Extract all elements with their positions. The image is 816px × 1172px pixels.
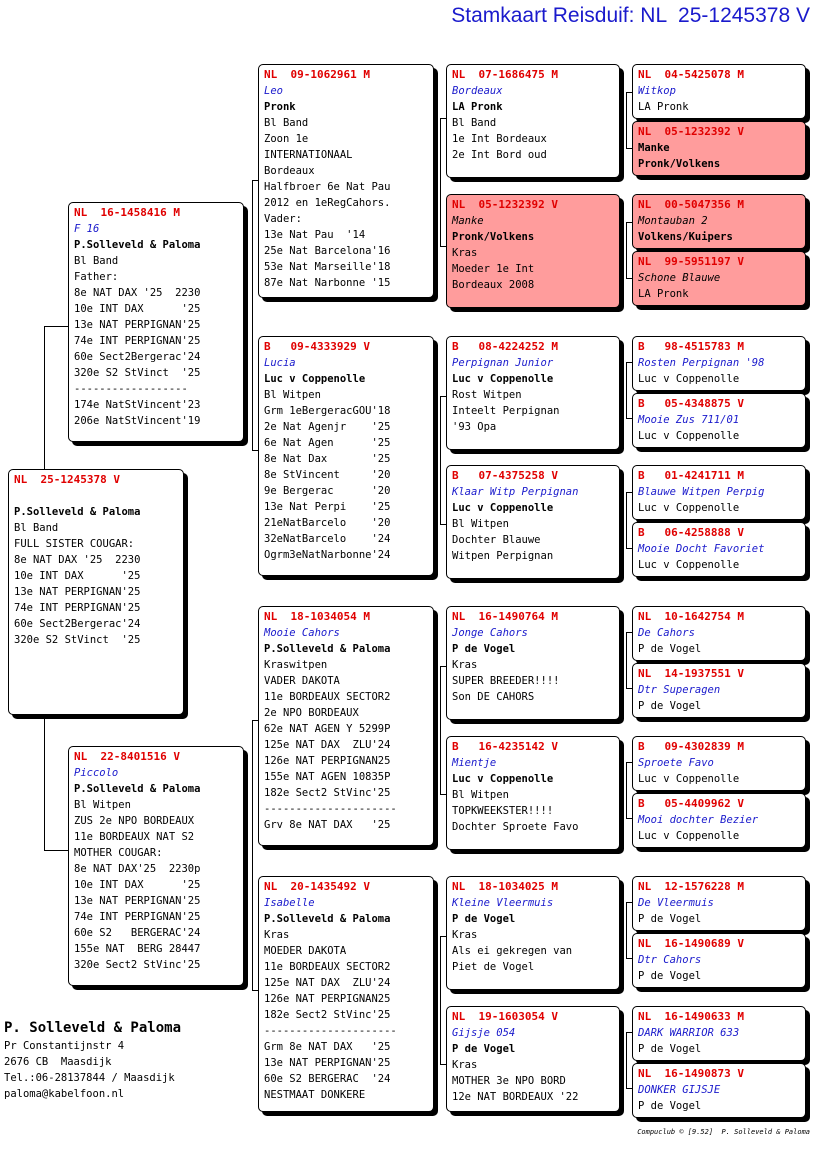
detail-line: Als ei gekregen van (452, 945, 573, 957)
owner-name: P de Vogel (638, 970, 702, 982)
pigeon-name: Dtr Cahors (638, 954, 702, 966)
ring-number: NL 09-1062961 M (264, 68, 370, 81)
owner-name: P.Solleveld & Paloma (74, 783, 201, 795)
ring-number: NL 12-1576228 M (638, 880, 744, 893)
detail-line: Rost Witpen (452, 389, 522, 401)
connector (626, 902, 627, 958)
owner-name: P de Vogel (638, 1043, 702, 1055)
detail-line: Kras (452, 659, 478, 671)
detail-line: Grm 8e NAT DAX '25 (264, 1041, 391, 1053)
pedigree-card-ancestor[interactable] (632, 736, 806, 791)
connector (626, 1032, 627, 1088)
detail-line: 10e INT DAX '25 (74, 303, 201, 315)
detail-line: Grm 1eBergeracGOU'18 (264, 405, 391, 417)
detail-line: 11e BORDEAUX NAT S2 (74, 831, 195, 843)
owner-name: Luc v Coppenolle (638, 430, 740, 442)
owner-name: P de Vogel (452, 913, 516, 925)
ring-number: B 01-4241711 M (638, 469, 744, 482)
connector (626, 362, 627, 418)
ring-number: NL 14-1937551 V (638, 667, 744, 680)
detail-line: VADER DAKOTA (264, 675, 340, 687)
ring-number: NL 04-5425078 M (638, 68, 744, 81)
ring-number: B 05-4348875 V (638, 397, 744, 410)
pigeon-name: Montauban 2 (638, 215, 708, 227)
pigeon-name: Manke (638, 142, 670, 154)
detail-line: 8e NAT DAX '25 2230 (74, 287, 201, 299)
owner-name: P.Solleveld & Paloma (14, 506, 141, 518)
detail-line: 2e Int Bord oud (452, 149, 547, 161)
pigeon-name: Blauwe Witpen Perpig (638, 486, 765, 498)
detail-line: 53e Nat Marseille'18 (264, 261, 391, 273)
ring-number: NL 16-1490873 V (638, 1067, 744, 1080)
connector (440, 666, 441, 794)
detail-line: 13e NAT PERPIGNAN'25 (14, 586, 141, 598)
detail-line: 13e NAT PERPIGNAN'25 (264, 1057, 391, 1069)
pedigree-card-ancestor[interactable] (632, 393, 806, 448)
pigeon-name: Mooi dochter Bezier (638, 814, 759, 826)
detail-line: --------------------- (264, 803, 397, 815)
detail-line: 8e Nat Dax '25 (264, 453, 391, 465)
owner-name: P.Solleveld & Paloma (74, 239, 201, 251)
pedigree-card-great-grandparent[interactable] (446, 876, 620, 990)
detail-line: '93 Opa (452, 421, 497, 433)
pigeon-name: DARK WARRIOR 633 (638, 1027, 740, 1039)
detail-line: TOPKWEEKSTER!!!! (452, 805, 554, 817)
ring-number: NL 07-1686475 M (452, 68, 558, 81)
ring-number: NL 25-1245378 V (14, 473, 120, 486)
detail-line: Bl Band (14, 522, 59, 534)
detail-line: 206e NatStVincent'19 (74, 415, 201, 427)
pedigree-card-grandparent[interactable] (258, 606, 434, 846)
detail-line: 320e Sect2 StVinc'25 (74, 959, 201, 971)
detail-line: 125e NAT DAX ZLU'24 (264, 977, 391, 989)
detail-line: Moeder 1e Int (452, 263, 535, 275)
pigeon-name: Sproete Favo (638, 757, 714, 769)
ring-number: B 07-4375258 V (452, 469, 558, 482)
detail-line: Zoon 1e (264, 133, 309, 145)
detail-line: 13e Nat Pau '14 (264, 229, 366, 241)
pedigree-card-ancestor[interactable] (632, 1063, 806, 1118)
page-title: Stamkaart Reisduif: NL 25-1245378 V (451, 4, 810, 27)
detail-line: NESTMAAT DONKERE (264, 1089, 366, 1101)
pigeon-name: Perpignan Junior (452, 357, 554, 369)
detail-line: 126e NAT PERPIGNAN25 (264, 993, 391, 1005)
detail-line: Dochter Blauwe (452, 534, 541, 546)
detail-line: Dochter Sproete Favo (452, 821, 579, 833)
detail-line: 155e NAT AGEN 10835P (264, 771, 391, 783)
ring-number: NL 18-1034025 M (452, 880, 558, 893)
detail-line: Ogrm3eNatNarbonne'24 (264, 549, 391, 561)
detail-line: --------------------- (264, 1025, 397, 1037)
pedigree-card-subject[interactable] (8, 469, 184, 715)
detail-line: Bl Witpen (264, 389, 321, 401)
detail-line: MOEDER DAKOTA (264, 945, 347, 957)
pedigree-card-great-grandparent[interactable] (446, 1006, 620, 1112)
pedigree-card-ancestor[interactable] (632, 793, 806, 848)
pigeon-name: F 16 (74, 223, 100, 235)
owner-name: P de Vogel (638, 643, 702, 655)
pedigree-card-ancestor[interactable] (632, 522, 806, 577)
owner-name: P de Vogel (452, 1043, 516, 1055)
detail-line: Kraswitpen (264, 659, 328, 671)
detail-line: Vader: (264, 213, 302, 225)
breeder-email[interactable]: paloma@kabelfoon.nl (4, 1088, 125, 1100)
pigeon-name: Dtr Superagen (638, 684, 721, 696)
detail-line: 8e NAT DAX'25 2230p (74, 863, 201, 875)
detail-line: Kras (452, 929, 478, 941)
breeder-address: Pr Constantijnstr 4 (4, 1040, 125, 1052)
pedigree-card-great-grandparent[interactable] (446, 736, 620, 850)
pedigree-card-great-grandparent[interactable] (446, 465, 620, 579)
owner-name: Luc v Coppenolle (452, 373, 554, 385)
pedigree-card-ancestor[interactable] (632, 606, 806, 661)
pedigree-card-ancestor[interactable] (632, 194, 806, 249)
detail-line: 8e StVincent '20 (264, 469, 391, 481)
pigeon-name (14, 488, 178, 504)
detail-line: Bl Band (264, 117, 309, 129)
ring-number: NL 22-8401516 V (74, 750, 180, 763)
connector (252, 720, 253, 990)
detail-line: MOTHER COUGAR: (74, 847, 163, 859)
detail-line: Kras (452, 247, 478, 259)
ring-number: B 98-4515783 M (638, 340, 744, 353)
owner-name: Pronk/Volkens (452, 231, 535, 243)
connector (626, 92, 627, 148)
detail-line: FULL SISTER COUGAR: (14, 538, 135, 550)
owner-name: Luc v Coppenolle (638, 830, 740, 842)
detail-line: 60e Sect2Bergerac'24 (14, 618, 141, 630)
detail-line: 2012 en 1eRegCahors. (264, 197, 391, 209)
ring-number: NL 00-5047356 M (638, 198, 744, 211)
detail-line: 60e Sect2Bergerac'24 (74, 351, 201, 363)
connector (626, 222, 627, 278)
detail-line: 9e Bergerac '20 (264, 485, 391, 497)
detail-line: 87e Nat Narbonne '15 (264, 277, 391, 289)
connector (252, 180, 253, 450)
pedigree-card-grandparent[interactable] (258, 64, 434, 298)
pedigree-card-ancestor[interactable] (632, 876, 806, 931)
detail-line: Inteelt Perpignan (452, 405, 560, 417)
pigeon-name: Bordeaux (452, 85, 503, 97)
connector (626, 492, 627, 548)
breeder-phone: Tel.:06-28137844 / Maasdijk (4, 1072, 175, 1084)
detail-line: 12e NAT BORDEAUX '22 (452, 1091, 579, 1103)
detail-line: 126e NAT PERPIGNAN25 (264, 755, 391, 767)
detail-line: Kras (264, 929, 290, 941)
detail-line: 125e NAT DAX ZLU'24 (264, 739, 391, 751)
pedigree-card-ancestor[interactable] (632, 1006, 806, 1061)
ring-number: NL 19-1603054 V (452, 1010, 558, 1023)
pigeon-name: Mooie Cahors (264, 627, 340, 639)
detail-line: 2e Nat Agenjr '25 (264, 421, 391, 433)
detail-line: 74e INT PERPIGNAN'25 (14, 602, 141, 614)
detail-line: 13e NAT PERPIGNAN'25 (74, 319, 201, 331)
detail-line: 155e NAT BERG 28447 (74, 943, 201, 955)
detail-line: SUPER BREEDER!!!! (452, 675, 560, 687)
pedigree-card-ancestor[interactable] (632, 663, 806, 718)
ring-number: NL 99-5951197 V (638, 255, 744, 268)
detail-line: 60e S2 BERGERAC '24 (264, 1073, 391, 1085)
ring-number: NL 18-1034054 M (264, 610, 370, 623)
ring-number: B 16-4235142 V (452, 740, 558, 753)
pedigree-card-ancestor[interactable] (632, 933, 806, 988)
detail-line: Bordeaux 2008 (452, 279, 535, 291)
pigeon-name: Mientje (452, 757, 497, 769)
owner-name: P de Vogel (638, 700, 702, 712)
pigeon-name: Witkop (638, 85, 676, 97)
detail-line: 320e S2 StVinct '25 (74, 367, 201, 379)
pedigree-card-great-grandparent[interactable] (446, 64, 620, 178)
footer-credit: Compuclub © [9.52] P. Solleveld & Paloma (637, 1128, 810, 1136)
owner-name: P de Vogel (452, 643, 516, 655)
connector (44, 326, 45, 469)
pedigree-card-ancestor[interactable] (632, 121, 806, 176)
detail-line: Father: (74, 271, 119, 283)
owner-name: LA Pronk (638, 288, 689, 300)
detail-line: INTERNATIONAAL (264, 149, 353, 161)
pigeon-name: Isabelle (264, 897, 315, 909)
ring-number: NL 05-1232392 V (452, 198, 558, 211)
detail-line: 13e NAT PERPIGNAN'25 (74, 895, 201, 907)
pedigree-card-ancestor[interactable] (632, 336, 806, 391)
detail-line: 6e Nat Agen '25 (264, 437, 391, 449)
detail-line: Grv 8e NAT DAX '25 (264, 819, 391, 831)
detail-line: 8e NAT DAX '25 2230 (14, 554, 141, 566)
detail-line: Kras (452, 1059, 478, 1071)
detail-line: 174e NatStVincent'23 (74, 399, 201, 411)
owner-name: Pronk (264, 101, 296, 113)
breeder-info (4, 1018, 181, 1102)
pedigree-card-grandparent[interactable] (258, 336, 434, 576)
owner-name: Luc v Coppenolle (638, 502, 740, 514)
pedigree-card-great-grandparent[interactable] (446, 606, 620, 720)
detail-line: 2e NPO BORDEAUX (264, 707, 359, 719)
detail-line: 21eNatBarcelo '20 (264, 517, 391, 529)
ring-number: B 09-4333929 V (264, 340, 370, 353)
detail-line: 13e Nat Perpi '25 (264, 501, 391, 513)
owner-name: Luc v Coppenolle (264, 373, 366, 385)
ring-number: NL 16-1490689 V (638, 937, 744, 950)
pigeon-name: Leo (264, 85, 283, 97)
breeder-city: 2676 CB Maasdijk (4, 1056, 112, 1068)
pigeon-name: Schone Blauwe (638, 272, 721, 284)
pigeon-name: Lucia (264, 357, 296, 369)
detail-line: Bl Witpen (452, 518, 509, 530)
owner-name: Luc v Coppenolle (638, 559, 740, 571)
owner-name: Pronk/Volkens (638, 158, 721, 170)
ring-number: NL 20-1435492 V (264, 880, 370, 893)
detail-line: 320e S2 StVinct '25 (14, 634, 141, 646)
connector (440, 118, 441, 246)
detail-line: 25e Nat Barcelona'16 (264, 245, 391, 257)
pigeon-name: Manke (452, 215, 484, 227)
ring-number: NL 10-1642754 M (638, 610, 744, 623)
detail-line: Witpen Perpignan (452, 550, 554, 562)
pigeon-name: Mooie Zus 711/01 (638, 414, 740, 426)
detail-line: Bl Band (74, 255, 119, 267)
pigeon-name: De Vleermuis (638, 897, 714, 909)
connector (626, 762, 627, 818)
detail-line: Bl Band (452, 117, 497, 129)
detail-line: Bl Witpen (452, 789, 509, 801)
owner-name: LA Pronk (452, 101, 503, 113)
detail-line: 1e Int Bordeaux (452, 133, 547, 145)
owner-name: Luc v Coppenolle (452, 502, 554, 514)
pigeon-name: Rosten Perpignan '98 (638, 357, 765, 369)
detail-line: 74e INT PERPIGNAN'25 (74, 911, 201, 923)
pigeon-name: Piccolo (74, 767, 119, 779)
ring-number: B 06-4258888 V (638, 526, 744, 539)
pigeon-name: Jonge Cahors (452, 627, 528, 639)
detail-line: 60e S2 BERGERAC'24 (74, 927, 201, 939)
detail-line: 10e INT DAX '25 (74, 879, 201, 891)
detail-line: 11e BORDEAUX SECTOR2 (264, 961, 391, 973)
owner-name: Luc v Coppenolle (638, 773, 740, 785)
connector (440, 936, 441, 1064)
pedigree-card-grandparent[interactable] (258, 876, 434, 1112)
detail-line: Halfbroer 6e Nat Pau (264, 181, 391, 193)
ring-number: B 05-4409962 V (638, 797, 744, 810)
owner-name: Volkens/Kuipers (638, 231, 733, 243)
ring-number: B 09-4302839 M (638, 740, 744, 753)
ring-number: NL 16-1458416 M (74, 206, 180, 219)
pedigree-card-mother[interactable] (68, 746, 244, 986)
pigeon-name: Kleine Vleermuis (452, 897, 554, 909)
detail-line: Bl Witpen (74, 799, 131, 811)
owner-name: P de Vogel (638, 913, 702, 925)
pigeon-name: Gijsje 054 (452, 1027, 516, 1039)
pigeon-name: De Cahors (638, 627, 695, 639)
ring-number: NL 16-1490764 M (452, 610, 558, 623)
owner-name: P.Solleveld & Paloma (264, 913, 391, 925)
connector (626, 632, 627, 688)
pedigree-card-ancestor[interactable] (632, 64, 806, 119)
pedigree-card-great-grandparent[interactable] (446, 194, 620, 308)
pedigree-card-ancestor[interactable] (632, 251, 806, 306)
pedigree-card-ancestor[interactable] (632, 465, 806, 520)
breeder-name: P. Solleveld & Paloma (4, 1020, 182, 1036)
detail-line: 32eNatBarcelo '24 (264, 533, 391, 545)
connector (44, 715, 45, 850)
pigeon-name: DONKER GIJSJE (638, 1084, 721, 1096)
ring-number: NL 16-1490633 M (638, 1010, 744, 1023)
detail-line: 11e BORDEAUX SECTOR2 (264, 691, 391, 703)
ring-number: B 08-4224252 M (452, 340, 558, 353)
detail-line: ZUS 2e NPO BORDEAUX (74, 815, 195, 827)
owner-name: Luc v Coppenolle (638, 373, 740, 385)
pedigree-card-great-grandparent[interactable] (446, 336, 620, 450)
detail-line: ------------------ (74, 383, 188, 395)
owner-name: P.Solleveld & Paloma (264, 643, 391, 655)
detail-line: MOTHER 3e NPO BORD (452, 1075, 566, 1087)
detail-line: Bordeaux (264, 165, 315, 177)
pedigree-card-father[interactable] (68, 202, 244, 442)
pigeon-name: Mooie Docht Favoriet (638, 543, 765, 555)
detail-line: 10e INT DAX '25 (14, 570, 141, 582)
detail-line: 62e NAT AGEN Y 5299P (264, 723, 391, 735)
detail-line: Piet de Vogel (452, 961, 535, 973)
detail-line: 182e Sect2 StVinc'25 (264, 787, 391, 799)
owner-name: LA Pronk (638, 101, 689, 113)
detail-line: Son DE CAHORS (452, 691, 535, 703)
detail-line: 182e Sect2 StVinc'25 (264, 1009, 391, 1021)
detail-line: 74e INT PERPIGNAN'25 (74, 335, 201, 347)
owner-name: Luc v Coppenolle (452, 773, 554, 785)
ring-number: NL 05-1232392 V (638, 125, 744, 138)
connector (440, 396, 441, 524)
pigeon-name: Klaar Witp Perpignan (452, 486, 579, 498)
owner-name: P de Vogel (638, 1100, 702, 1112)
